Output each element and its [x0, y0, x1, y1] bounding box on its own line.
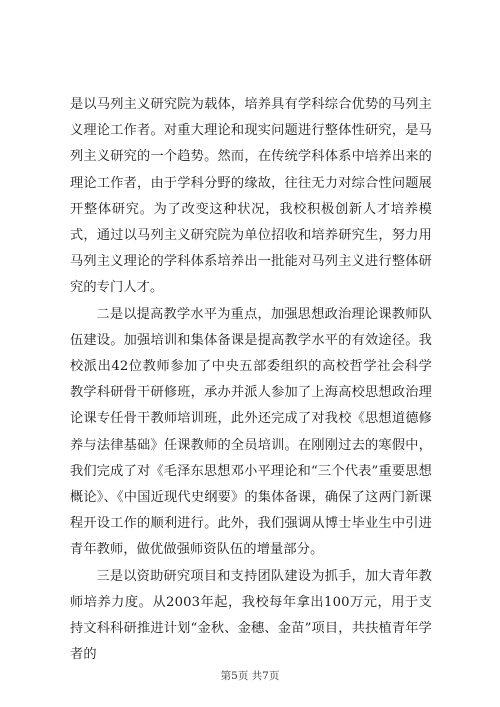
paragraph-3: 三是以资助研究项目和支持团队建设为抓手，加大青年教师培养力度。从2003年起，我校每年拿出100万元，用于支持文科科研推进计划“金秋、金穗、金苗”项目，共扶植青年学者的 [70, 568, 432, 663]
paragraph-1: 是以马列主义研究院为载体，培养具有学科综合优势的马列主义理论工作者。对重大理论和现实问题进行整体性研究，是马列主义研究的一个趋势。然而，在传统学科体系中培养出来的理论工作者，由于学科分野的缘故，往往无力对综合性问题展开整体研究。为了改变这种状况，我校积极创新人才培养模式，通过以马列主义研究院为单位招收和培养研究生，努力用马列主义理论的学科体系培养出一批能对马列主义进行整体研究的专门人才。 [70, 97, 432, 296]
page-footer: 第5页 共7页 [220, 670, 280, 682]
paragraph-2: 二是以提高教学水平为重点，加强思想政治理论课教师队伍建设。加强培训和集体备课是提高教学水平的有效途径。我校派出42位教师参加了中央五部委组织的高校哲学社会科学教学科研骨干研修班，承办并派人参加了上海高校思想政治理论课专任骨干教师培训班，此外还完成了对我校《思想道德修养与法律基础》任课教师的全员培训。在刚刚过去的寒假中，我们完成了对《毛泽东思想邓小平理论和“三个代表”重要思想概论》、《中国近现代史纲要》的集体备课，确保了这两门新课程开设工作的顺利进行。此外，我们强调从博士毕业生中引进青年教师，做优做强师资队伍的增量部分。 [70, 306, 432, 558]
document-body [70, 92, 432, 668]
